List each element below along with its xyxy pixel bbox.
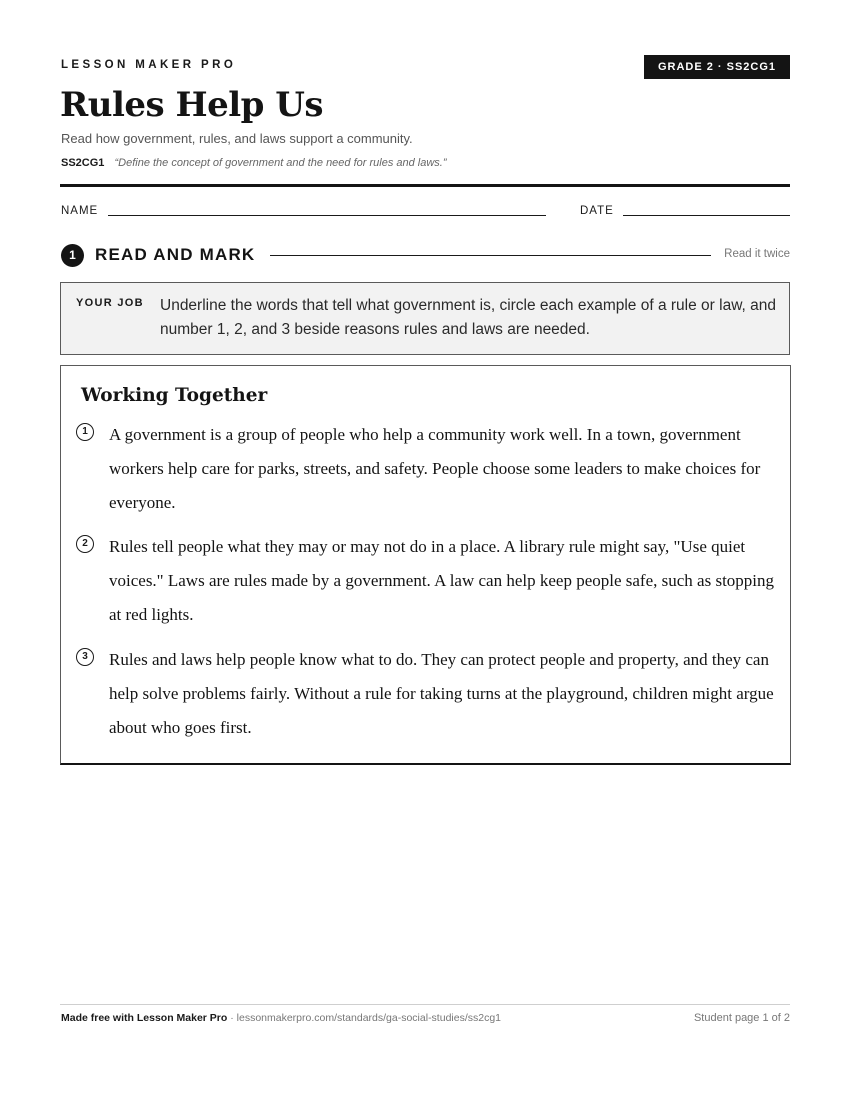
paragraph-number-badge: 1 bbox=[76, 423, 94, 441]
name-label: NAME bbox=[61, 205, 99, 217]
passage-paragraph: Rules and laws help people know what to do. They can protect people and property, and they can help solve problems fairly. Without a rule for taking turns at the playground, children might argue about who goes first. bbox=[109, 650, 774, 737]
paragraph-number-badge: 3 bbox=[76, 648, 94, 666]
passage-paragraph: A government is a group of people who help a community work well. In a town, government workers help care for parks, streets, and safety. People choose some leaders to make choices for everyone. bbox=[109, 425, 761, 512]
standard-description: “Define the concept of government and the need for rules and laws.” bbox=[114, 157, 447, 169]
grade-badge: GRADE 2 · SS2CG1 bbox=[644, 55, 790, 79]
section-title: READ AND MARK bbox=[95, 245, 256, 264]
date-label: DATE bbox=[580, 205, 614, 217]
standard-code: SS2CG1 bbox=[61, 157, 105, 169]
instructions-label: YOUR JOB bbox=[76, 297, 144, 309]
brand-name: LESSON MAKER PRO bbox=[61, 59, 237, 71]
standard-line bbox=[61, 157, 447, 169]
page-subtitle: Read how government, rules, and laws support a community. bbox=[61, 131, 413, 146]
name-field[interactable] bbox=[108, 215, 546, 216]
header-divider bbox=[60, 184, 790, 187]
footer-credit bbox=[61, 1012, 501, 1024]
footer-divider bbox=[60, 1004, 790, 1005]
footer-url[interactable]: · lessonmakerpro.com/standards/ga-social-studies/ss2cg1 bbox=[227, 1012, 502, 1024]
section-divider bbox=[270, 255, 711, 256]
paragraph-number-badge: 2 bbox=[76, 535, 94, 553]
instructions-text: Underline the words that tell what government is, circle each example of a rule or law, and number 1, 2, and 3 beside reasons rules and laws are needed. bbox=[160, 297, 777, 338]
date-field[interactable] bbox=[623, 215, 790, 216]
instructions-box bbox=[60, 282, 790, 355]
section-note: Read it twice bbox=[724, 248, 790, 260]
passage-title: Working Together bbox=[81, 385, 268, 406]
section-number-badge: 1 bbox=[61, 244, 84, 267]
footer-made-with: Made free with Lesson Maker Pro bbox=[61, 1012, 228, 1024]
page-title: Rules Help Us bbox=[60, 85, 324, 125]
passage-paragraph: Rules tell people what they may or may not do in a place. A library rule might say, "Use quiet voices." Laws are rules made by a government. A law can help keep people safe, such as stopping at red lights. bbox=[109, 537, 775, 624]
reading-passage bbox=[60, 365, 791, 765]
footer-page-number: Student page 1 of 2 bbox=[693, 1012, 790, 1024]
